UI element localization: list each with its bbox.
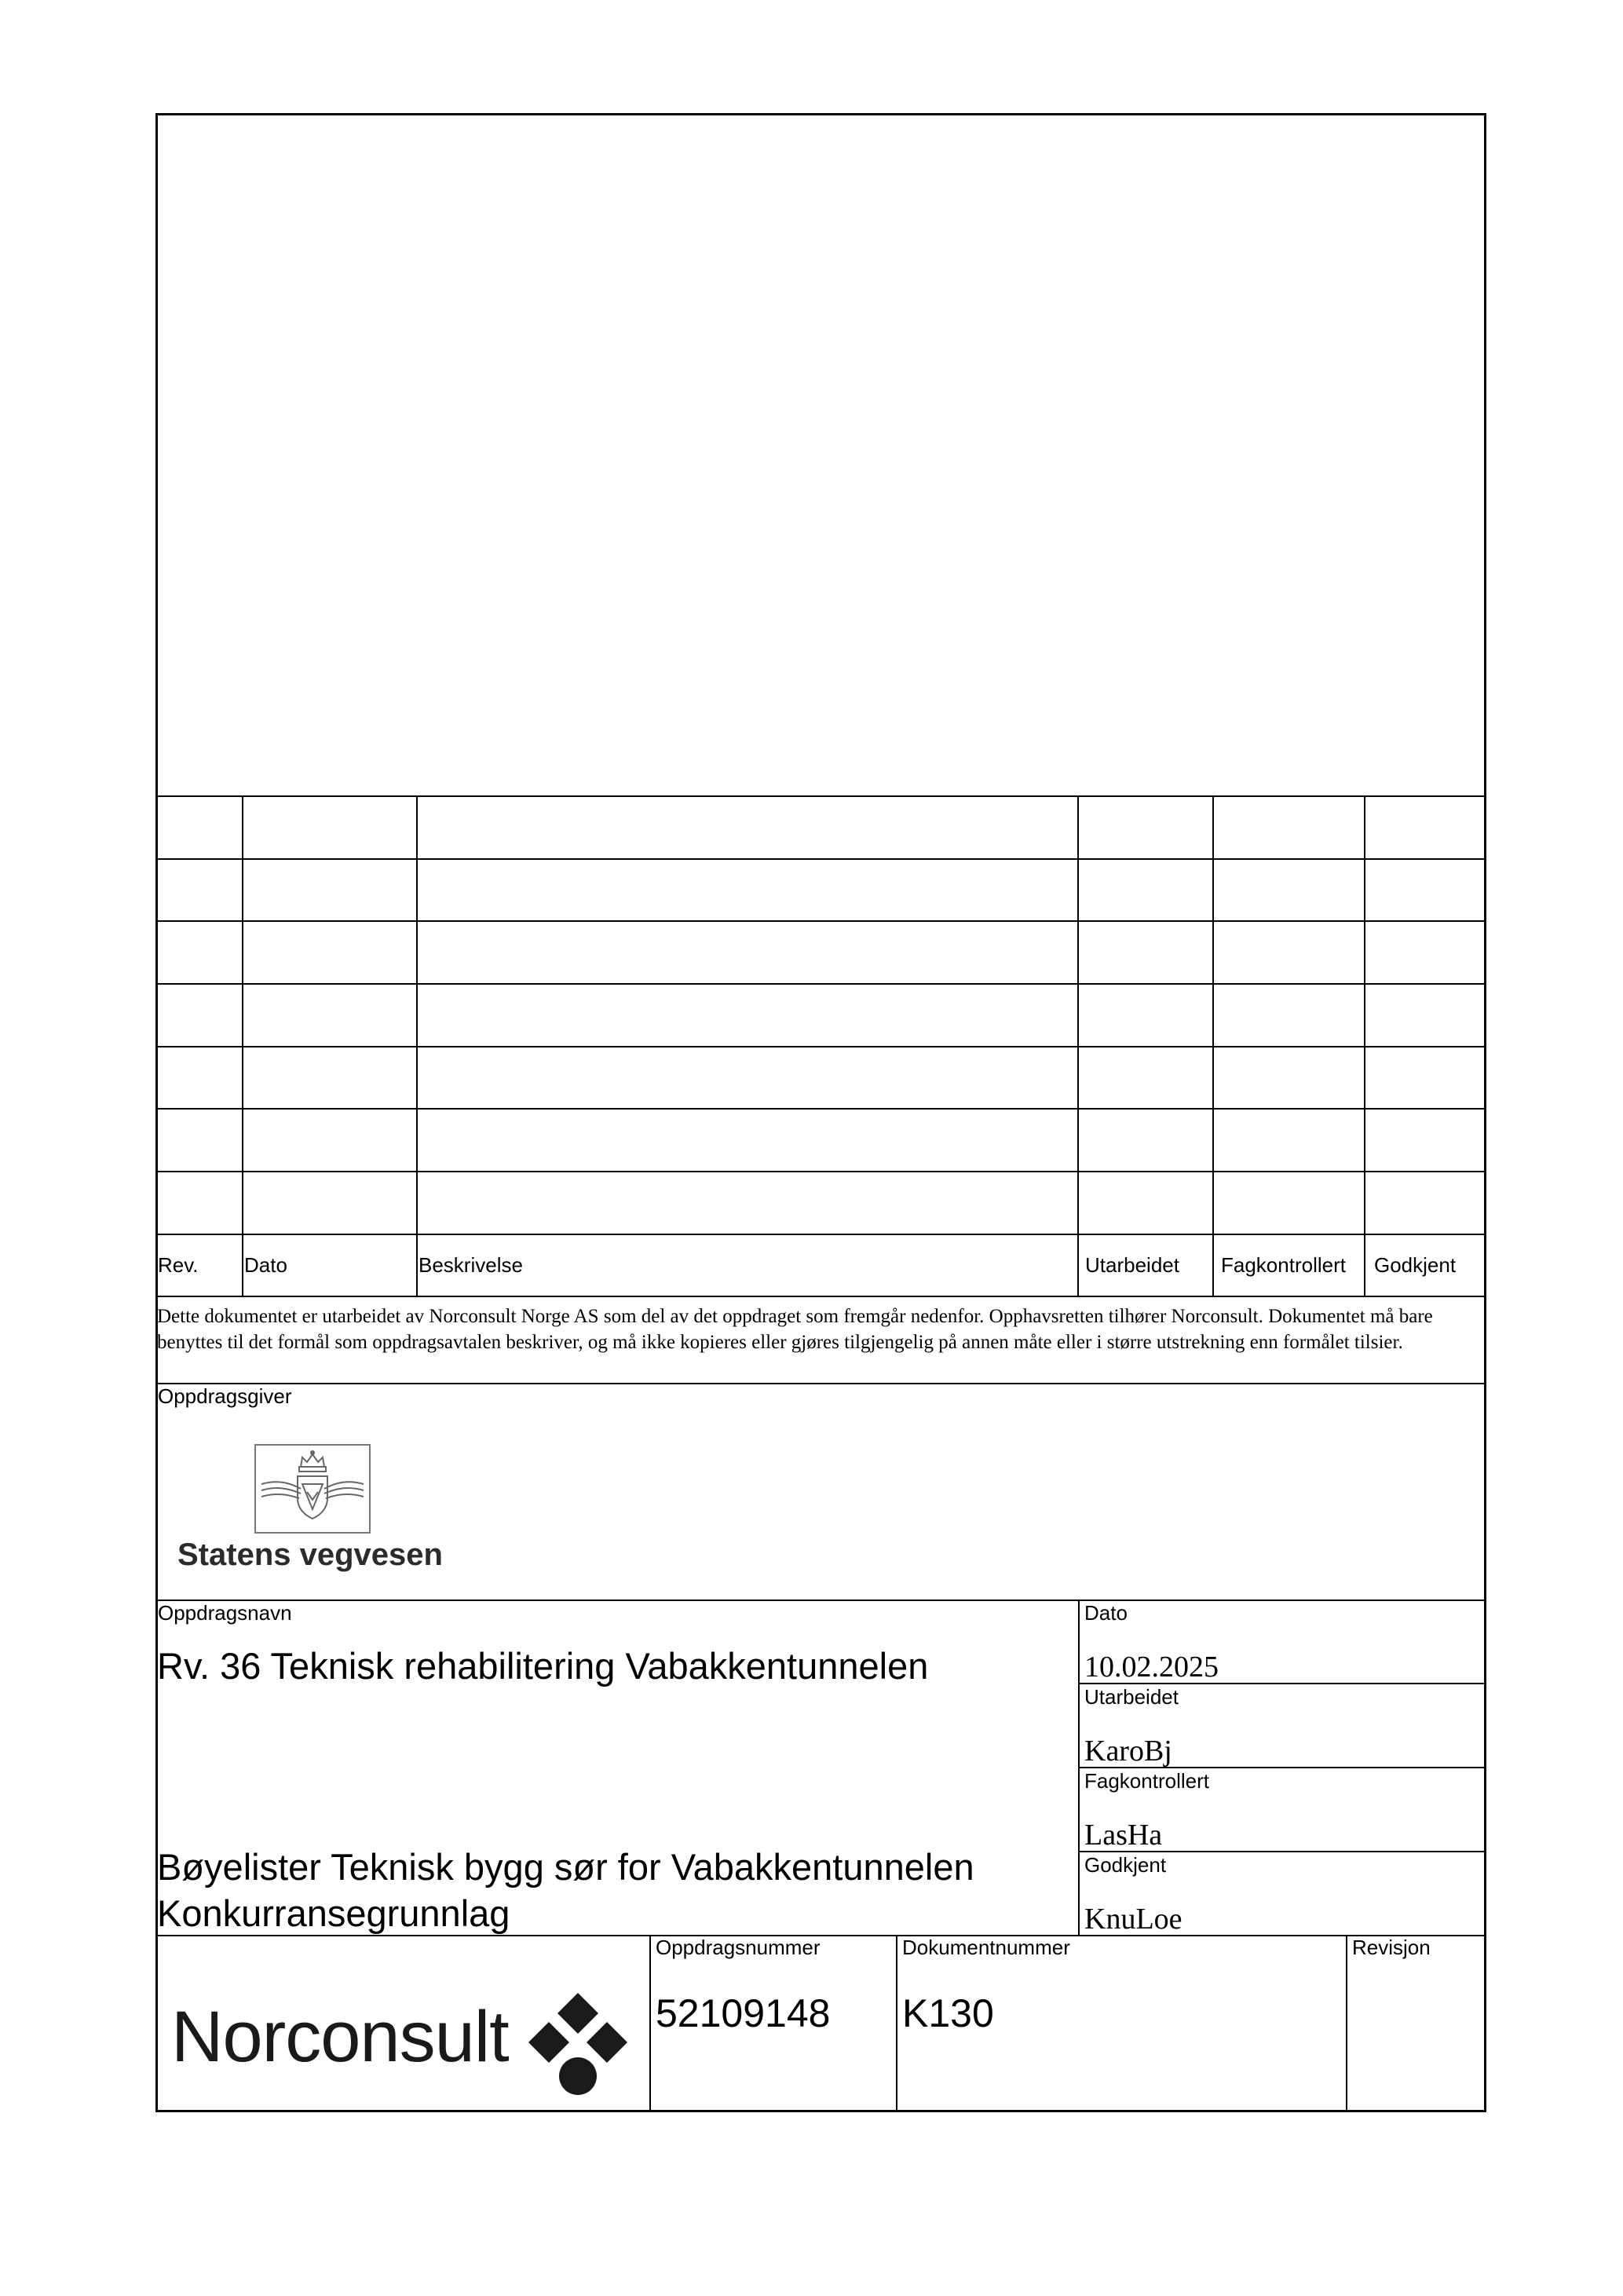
dokumentnummer-value: K130	[902, 1991, 994, 2035]
footer-col-line	[896, 1935, 897, 2112]
revision-row-line	[155, 983, 1486, 985]
revisjon-label: Revisjon	[1352, 1936, 1431, 1959]
revision-table-top-line	[155, 795, 1486, 797]
client-label: Oppdragsgiver	[158, 1384, 292, 1408]
revision-header-utarbeidet: Utarbeidet	[1085, 1253, 1179, 1277]
norconsult-diamond-icon	[519, 1987, 637, 2104]
revision-col-line	[1212, 795, 1214, 1296]
revision-row-line	[155, 858, 1486, 860]
client-logo-text: Statens vegvesen	[177, 1537, 443, 1572]
godkjent-value: KnuLoe	[1084, 1903, 1183, 1936]
dato-value: 10.02.2025	[1084, 1651, 1219, 1684]
revision-col-line	[1077, 795, 1079, 1296]
oppdragsnummer-label: Oppdragsnummer	[656, 1936, 821, 1959]
project-approval-divider	[1078, 1600, 1080, 1935]
fagkontrollert-label: Fagkontrollert	[1084, 1769, 1209, 1793]
revision-row-line	[155, 1046, 1486, 1047]
fagkontrollert-value: LasHa	[1084, 1819, 1163, 1852]
project-name-label: Oppdragsnavn	[158, 1601, 292, 1625]
godkjent-label: Godkjent	[1084, 1853, 1167, 1877]
revision-header-bottom-line	[155, 1296, 1486, 1297]
revision-col-line	[1364, 795, 1365, 1296]
statens-vegvesen-emblem-icon	[254, 1443, 371, 1534]
revision-col-line	[242, 795, 243, 1296]
revision-row-line	[155, 1108, 1486, 1110]
client-bottom-line	[155, 1600, 1486, 1601]
utarbeidet-label: Utarbeidet	[1084, 1685, 1179, 1709]
revision-header-beskrivelse: Beskrivelse	[419, 1253, 523, 1277]
footer-col-line	[1346, 1935, 1347, 2112]
revision-row-line	[155, 920, 1486, 922]
project-name: Rv. 36 Teknisk rehabilitering Vabakkentunnelen	[157, 1645, 929, 1687]
document-title-line2: Konkurransegrunnlag	[157, 1892, 510, 1934]
title-block-frame	[155, 113, 1486, 2112]
revision-header-fagkontrollert: Fagkontrollert	[1221, 1253, 1346, 1277]
revision-header-dato: Dato	[244, 1253, 287, 1277]
revision-row-line	[155, 1234, 1486, 1235]
revision-header-godkjent: Godkjent	[1374, 1253, 1457, 1277]
revision-col-line	[416, 795, 418, 1296]
utarbeidet-value: KaroBj	[1084, 1735, 1172, 1768]
document-title-line1: Bøyelister Teknisk bygg sør for Vabakkentunnelen	[157, 1846, 974, 1888]
oppdragsnummer-value: 52109148	[656, 1991, 831, 2035]
dokumentnummer-label: Dokumentnummer	[902, 1936, 1070, 1959]
dato-label: Dato	[1084, 1601, 1128, 1625]
copyright-disclaimer: Dette dokumentet er utarbeidet av Norconsult Norge AS som del av det oppdraget som fremgår nedenfor. Opphavsretten tilhører Norconsult. Dokumentet må bare benyttes til det formål som oppdragsavtalen beskriver, og må ikke kopieres eller gjøres tilgjengelig på annen måte eller i større utstrekning enn formålet tilsier.	[157, 1306, 1433, 1353]
revision-row-line	[155, 1171, 1486, 1172]
footer-top-line	[155, 1935, 1486, 1936]
footer-col-line	[649, 1935, 651, 2112]
disclaimer-bottom-line	[155, 1383, 1486, 1384]
revision-header-rev: Rev.	[158, 1253, 199, 1277]
company-logo-text: Norconsult	[171, 1997, 509, 2077]
